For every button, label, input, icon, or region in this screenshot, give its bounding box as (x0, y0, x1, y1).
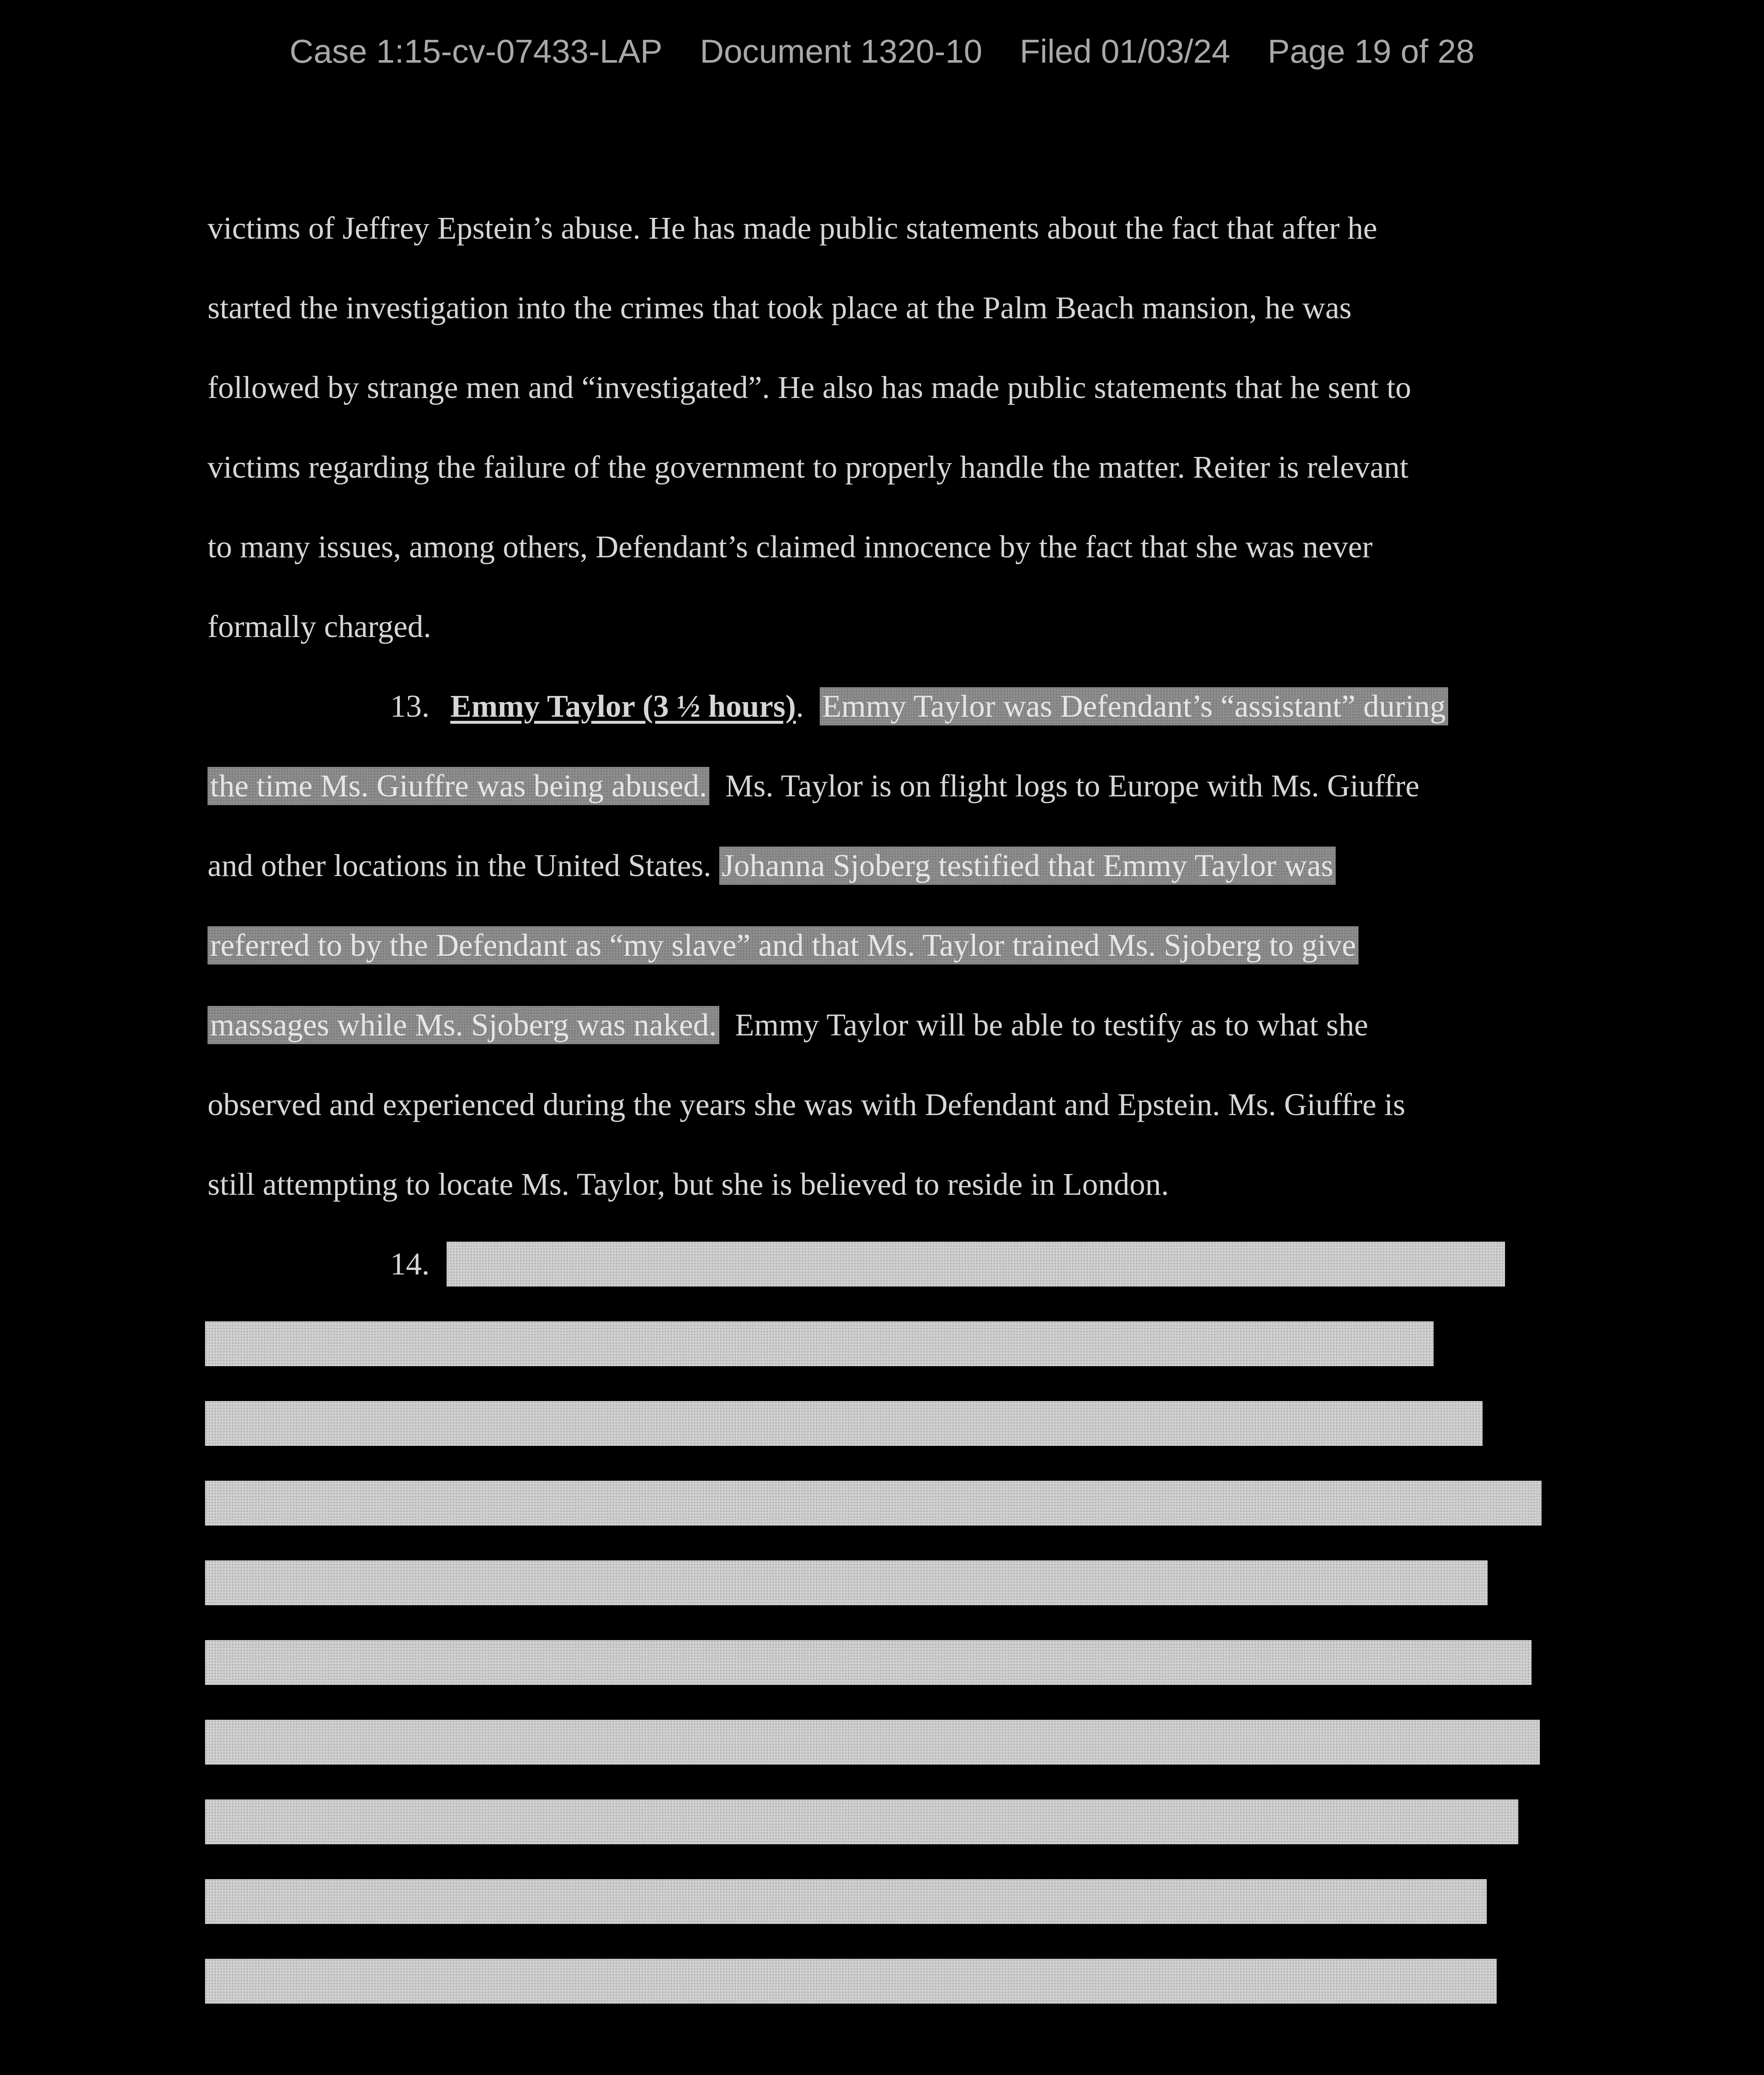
paragraph-13-line-6: observed and experienced during the years she was with Defendant and Epstein. Ms. Giuffre is (208, 1087, 1405, 1122)
paragraph-13-line-5 (208, 1000, 1368, 1050)
highlighted-text: massages while Ms. Sjoberg was naked. (208, 1006, 719, 1044)
redaction-bar (205, 1879, 1487, 1924)
paragraph-13-line-4 (208, 920, 1358, 970)
paragraph-13-line-7: still attempting to locate Ms. Taylor, but she is believed to reside in London. (208, 1167, 1169, 1202)
redaction-bar (205, 1321, 1434, 1366)
highlighted-text: the time Ms. Giuffre was being abused. (208, 767, 709, 805)
body-line: started the investigation into the crimes that took place at the Palm Beach mansion, he was (208, 290, 1352, 325)
filed-date: Filed 01/03/24 (1019, 33, 1230, 70)
redaction-bar (447, 1242, 1505, 1286)
redaction-bar (205, 1799, 1518, 1844)
highlighted-text: Emmy Taylor was Defendant’s “assistant” during (820, 687, 1448, 725)
case-number: Case 1:15-cv-07433-LAP (289, 33, 662, 70)
redaction-bar (205, 1959, 1497, 2004)
highlighted-text: referred to by the Defendant as “my slave” and that Ms. Taylor trained Ms. Sjoberg to give (208, 926, 1358, 964)
document-number: Document 1320-10 (700, 33, 982, 70)
redaction-bar (205, 1481, 1542, 1526)
highlighted-text: Johanna Sjoberg testified that Emmy Taylor was (719, 847, 1336, 885)
redaction-bar (205, 1560, 1488, 1605)
redaction-bar (205, 1720, 1540, 1765)
redaction-bar (205, 1640, 1532, 1685)
paragraph-13-line-2 (208, 761, 1420, 811)
body-line: followed by strange men and “investigated”. He also has made public statements that he sent to (208, 370, 1411, 405)
case-header (0, 32, 1764, 71)
paragraph-number-13: 13. (390, 689, 430, 724)
paragraph-number-14: 14. (390, 1247, 430, 1282)
redaction-bar (205, 1401, 1483, 1446)
body-text: Emmy Taylor will be able to testify as to what she (735, 1008, 1368, 1042)
paragraph-13-line-1 (450, 681, 1448, 731)
body-line: victims of Jeffrey Epstein’s abuse. He has made public statements about the fact that after he (208, 211, 1378, 246)
paragraph-13-line-3 (208, 841, 1336, 891)
body-line: victims regarding the failure of the government to properly handle the matter. Reiter is relevant (208, 450, 1409, 485)
body-text: and other locations in the United States. (208, 848, 711, 883)
body-text: Ms. Taylor is on flight logs to Europe with Ms. Giuffre (725, 769, 1420, 803)
body-line: formally charged. (208, 609, 431, 644)
title-period: . (796, 689, 804, 724)
body-line: to many issues, among others, Defendant’s claimed innocence by the fact that she was never (208, 530, 1373, 564)
page-indicator: Page 19 of 28 (1268, 33, 1475, 70)
witness-title: Emmy Taylor (3 ½ hours) (450, 689, 796, 724)
